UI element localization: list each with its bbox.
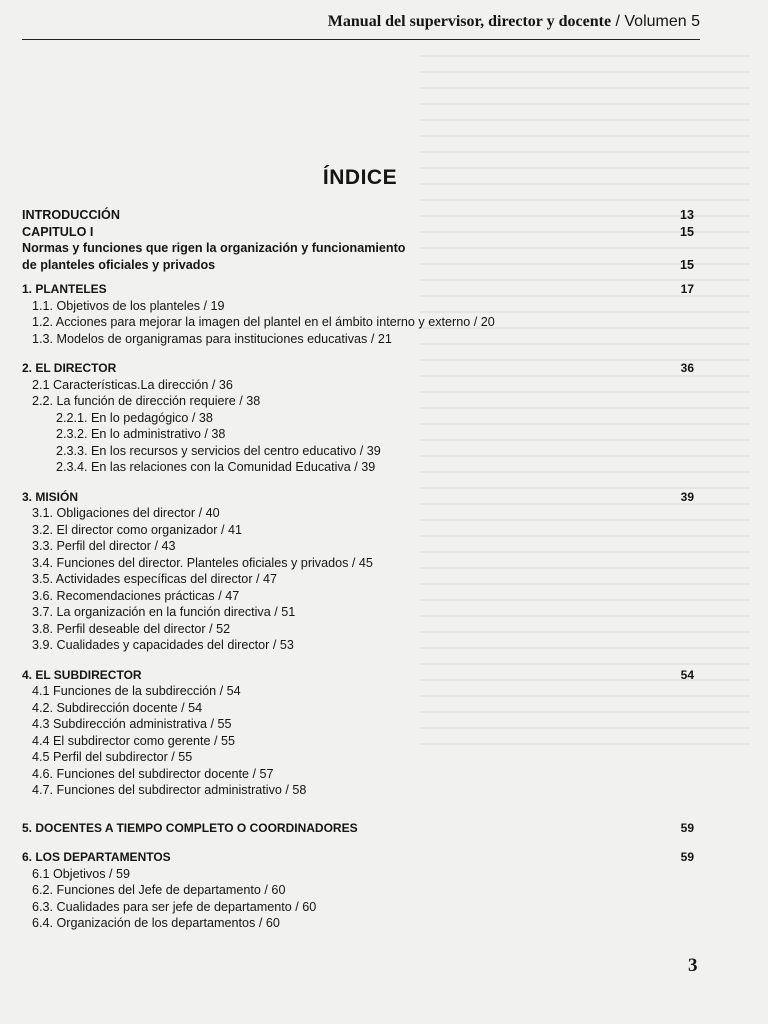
header-volume: Volumen 5: [624, 13, 700, 30]
toc-item: 3.6. Recomendaciones prácticas / 47: [32, 588, 240, 603]
toc-subitem: 2.2.1. En lo pedagógico / 38: [56, 410, 213, 425]
running-header: [22, 13, 700, 40]
toc-page-number: 59: [680, 820, 694, 835]
toc-item: 4.2. Subdirección docente / 54: [32, 700, 203, 715]
toc-item: 4.3 Subdirección administrativa / 55: [32, 717, 232, 731]
toc-page-number: 17: [680, 282, 694, 296]
toc-item: 4.5 Perfil del subdirector / 55: [32, 750, 193, 764]
toc-page-number: 54: [680, 667, 694, 682]
toc-entry-intro: [22, 207, 694, 224]
toc-subitem: 2.3.3. En los recursos y servicios del centro educativo / 39: [56, 443, 381, 458]
toc-item: 1.3. Modelos de organigramas para instituciones educativas / 21: [32, 331, 392, 346]
header-separator: /: [611, 13, 625, 30]
toc-entry-label: de planteles oficiales y privados: [22, 257, 216, 272]
toc-section-title: 4. EL SUBDIRECTOR: [22, 667, 142, 682]
toc-item: 1.1. Objetivos de los planteles / 19: [32, 298, 225, 313]
toc-entry-label: Normas y funciones que rigen la organización y funcionamiento: [22, 241, 406, 255]
toc-section-departamentos: [22, 849, 694, 866]
toc-item: 3.5. Actividades específicas del director / 47: [32, 572, 278, 586]
toc-item: 6.3. Cualidades para ser jefe de departamento / 60: [32, 899, 317, 914]
toc-item: 3.4. Funciones del director. Planteles oficiales y privados / 45: [32, 555, 373, 570]
toc-page-number: 39: [680, 489, 694, 504]
page-title: ÍNDICE: [322, 166, 398, 189]
header-title: Manual del supervisor, director y docente: [327, 13, 612, 30]
toc-section-title: 2. EL DIRECTOR: [22, 361, 117, 375]
toc-entry-capitulo: [22, 224, 694, 241]
toc-item: 1.2. Acciones para mejorar la imagen del plantel en el ámbito interno y externo / 20: [32, 315, 495, 329]
toc-item: 4.1 Funciones de la subdirección / 54: [32, 684, 241, 698]
toc-section-mision: [22, 489, 694, 506]
toc-item: 6.4. Organización de los departamentos / 60: [32, 916, 280, 930]
toc-entry-normas-line1: [22, 240, 694, 257]
toc-item: 3.3. Perfil del director / 43: [32, 539, 176, 553]
toc-section-title: 5. DOCENTES A TIEMPO COMPLETO O COORDINADORES: [22, 820, 358, 835]
toc-section-subdirector: [22, 667, 694, 684]
toc-section-director: [22, 360, 694, 377]
toc-item: 3.1. Obligaciones del director / 40: [32, 506, 220, 520]
toc-section-docentes: [22, 820, 694, 837]
toc-subitem: 2.3.4. En las relaciones con la Comunidad Educativa / 39: [56, 460, 376, 474]
toc-item: 2.1 Características.La dirección / 36: [32, 377, 233, 392]
toc-item: 4.7. Funciones del subdirector administrativo / 58: [32, 783, 307, 797]
page-number: 3: [688, 955, 698, 976]
toc-item: 4.6. Funciones del subdirector docente / 57: [32, 766, 274, 781]
toc-page-number: 15: [679, 257, 694, 272]
toc-item: 3.9. Cualidades y capacidades del director / 53: [32, 638, 294, 652]
toc-item: 6.2. Funciones del Jefe de departamento / 60: [32, 883, 286, 897]
toc-section-title: 3. MISIÓN: [22, 489, 79, 504]
toc-page-number: 59: [680, 850, 694, 864]
toc-item: 3.7. La organización en la función directiva / 51: [32, 605, 296, 619]
toc-item: 4.4 El subdirector como gerente / 55: [32, 733, 236, 748]
toc-subitem: 2.3.2. En lo administrativo / 38: [56, 427, 226, 441]
toc-section-planteles: [22, 281, 694, 298]
toc-item: 6.1 Objetivos / 59: [32, 866, 131, 881]
toc-item: 3.8. Perfil deseable del director / 52: [32, 621, 231, 636]
table-of-contents: [22, 207, 694, 932]
toc-entry-label: CAPITULO I: [22, 224, 94, 239]
toc-page-number: 13: [679, 208, 694, 222]
toc-entry-normas-line2: [22, 257, 694, 274]
toc-item: 3.2. El director como organizador / 41: [32, 522, 243, 537]
toc-entry-label: INTRODUCCIÓN: [22, 208, 120, 222]
toc-page-number: 36: [680, 361, 694, 375]
toc-section-title: 6. LOS DEPARTAMENTOS: [22, 850, 171, 864]
toc-section-title: 1. PLANTELES: [22, 282, 107, 296]
toc-page-number: 15: [679, 224, 694, 239]
toc-item: 2.2. La función de dirección requiere / 38: [32, 394, 261, 408]
